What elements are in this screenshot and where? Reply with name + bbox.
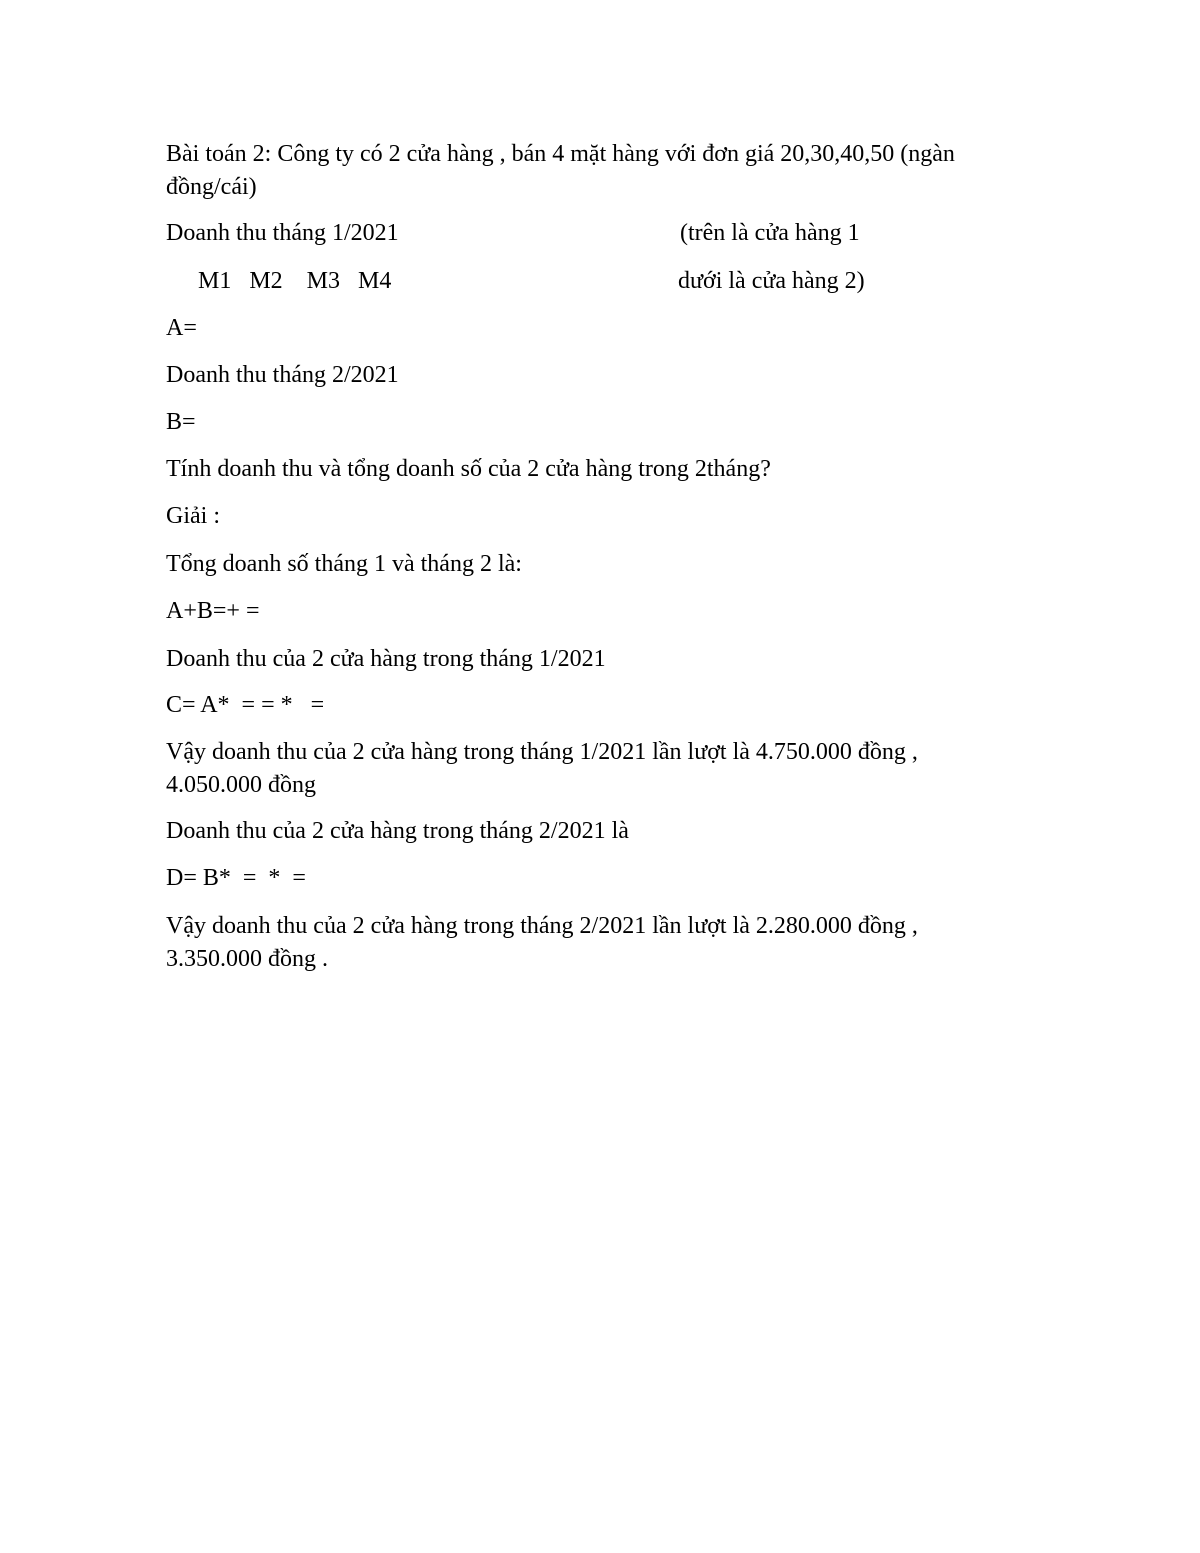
revenue-month-2-label: Doanh thu tháng 2/2021 [166, 362, 399, 388]
problem-title-line-2: đồng/cái) [166, 174, 257, 200]
problem-title-line-1: Bài toán 2: Công ty có 2 cửa hàng , bán 4 mặt hàng với đơn giá 20,30,40,50 (ngàn [166, 141, 955, 167]
sum-formula: A+B=+ = [166, 598, 260, 624]
revenue-month-1-label: Doanh thu tháng 1/2021 [166, 220, 399, 246]
matrix-a-label: A= [166, 315, 197, 341]
revenue-month-2-heading: Doanh thu của 2 cửa hàng trong tháng 2/2021 là [166, 818, 629, 844]
store-note-line-2: dưới là cửa hàng 2) [678, 268, 865, 294]
conclusion-2-line-1: Vậy doanh thu của 2 cửa hàng trong tháng 2/2021 lần lượt là 2.280.000 đồng , [166, 913, 918, 939]
total-sales-label: Tổng doanh số tháng 1 và tháng 2 là: [166, 551, 522, 577]
store-note-line-1: (trên là cửa hàng 1 [680, 220, 860, 246]
formula-c: C= A* = = * = [166, 692, 325, 718]
conclusion-2-line-2: 3.350.000 đồng . [166, 946, 328, 972]
solution-label: Giải : [166, 503, 220, 529]
formula-d: D= B* = * = [166, 865, 306, 891]
conclusion-1-line-1: Vậy doanh thu của 2 cửa hàng trong tháng 1/2021 lần lượt là 4.750.000 đồng , [166, 739, 918, 765]
conclusion-1-line-2: 4.050.000 đồng [166, 772, 316, 798]
revenue-month-1-heading: Doanh thu của 2 cửa hàng trong tháng 1/2021 [166, 646, 606, 672]
matrix-b-label: B= [166, 409, 196, 435]
question-text: Tính doanh thu và tổng doanh số của 2 cửa hàng trong 2tháng? [166, 456, 771, 482]
items-header: M1 M2 M3 M4 [198, 268, 392, 294]
